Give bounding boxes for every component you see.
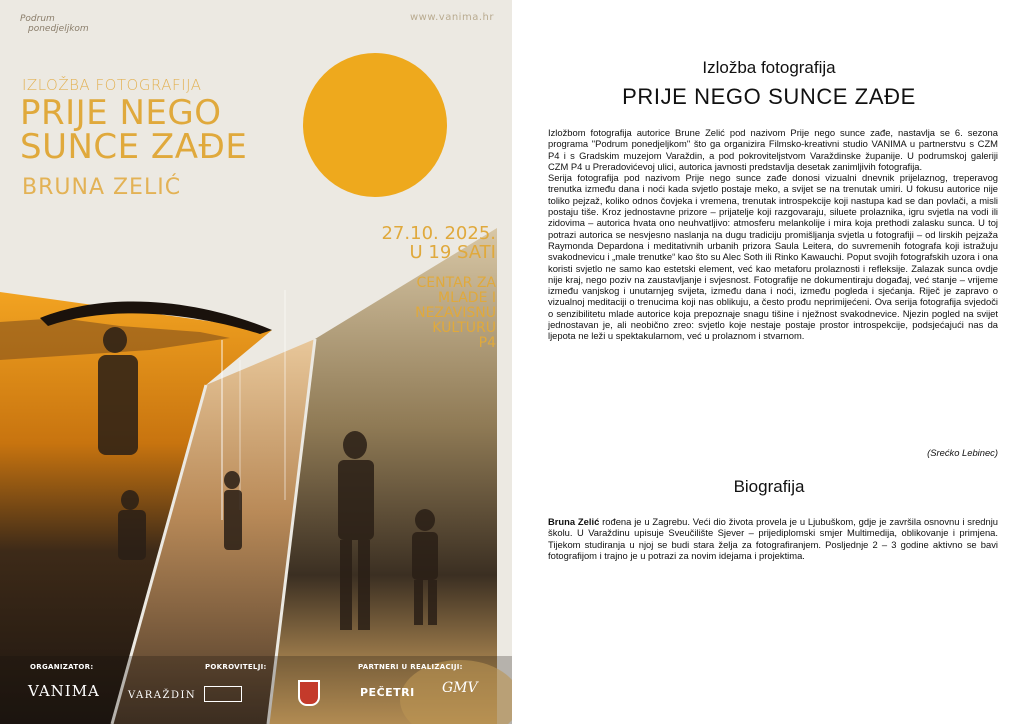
- bio-name: Bruna Zelić: [548, 516, 600, 527]
- poster-title-line1: PRIJE NEGO: [20, 93, 222, 133]
- article-body: [548, 127, 998, 342]
- museum-logo: [204, 686, 242, 702]
- article-paragraph: Izložbom fotografija autorice Brune Zelić pod nazivom Prije nego sunce zađe, nastavlja se 6. sezona programa "Podrum ponedjeljkom" što ga organizira Filmsko-kreativni studio VANIMA u partnerstvu s CZM P4 i s Gradskim muzejom Varaždin, a pod pokroviteljstvom Varaždinske županije. U podrumskoj galeriji CZM P4 u Preradovićevoj ulici, autorica javnosti predstavlja desetak zanimljivih fotografija.: [548, 127, 998, 172]
- bio-text: rođena je u Zagrebu. Veći dio života provela je u Ljubuškom, gdje je završila osnovnu i srednju školu. U Varaždinu upisuje Sveučilište Sjever – prijediplomski smjer Multimedija, oblikovanje i primjena. Tijekom studiranja u njoj se budi stara želja za fotografiranjem. Posljednje 2 – 3 godine aktivno se bavi fotografijom i trajno je u potrazi za novim idejama i projektima.: [548, 516, 999, 561]
- exhibition-label: IZLOŽBA FOTOGRAFIJA: [22, 76, 202, 94]
- podrum-logo: [20, 14, 110, 34]
- article-subtitle: Izložba fotografija: [702, 58, 836, 77]
- bio-body: [548, 516, 998, 561]
- bio-heading: Biografija: [733, 477, 805, 496]
- event-date: [300, 224, 496, 262]
- gmv-logo: GMV: [442, 680, 478, 696]
- quote-author: (Srećko Lebinec): [927, 447, 998, 458]
- website-url: www.vanima.hr: [410, 12, 494, 23]
- poster-author: BRUNA ZELIĆ: [22, 175, 182, 200]
- vanima-logo: VANIMA: [28, 682, 100, 700]
- varazdin-logo: VARAŽDIN: [128, 690, 197, 701]
- bio-paragraph: [548, 516, 998, 561]
- pecat-logo: PEČETRI: [360, 686, 415, 699]
- sponsor-label: POKROVITELJI:: [205, 663, 267, 671]
- logo-line2: ponedjeljkom: [28, 24, 89, 34]
- event-date-line1: 27.10. 2025.: [381, 223, 496, 244]
- event-place-line: P4: [478, 335, 496, 351]
- logo-line1: Podrum: [20, 14, 55, 24]
- article-paragraph: Serija fotografija pod nazivom Prije nego sunce zađe donosi vizualni dnevnik prijelaznog, treperavog trenutka između dana i noći kada svjetlo postaje meko, a svijet se na trenutak umiri. U fokusu autorice nije toliko pejzaž, koliko odnos čovjeka i vremena, trenutak introspekcije koji nastupa kad se dan povlači, a misli postaju tiše. Kroz jednostavne prizore – prijatelje koji razgovaraju, siluete prolaznika, igru svjetla na vodi ili zidovima – autorica hvata ono neuhvatljivo: atmosferu melankolije i mira koja prethodi zalasku sunca. U toj potrazi autorica se nesvjesno naslanja na dugu tradiciju promišljanja svjetla u fotografiji – od lirskih pejzaža Raymonda Depardona i meditativnih urbanih prizora Saula Leitera, do suvremenih fotografa koji istražuju svakodnevicu i „male trenutke“ kao što su Alec Soth ili Rinko Kawauchi. Poput svojih fotografskih uzora i ona koristi svjetlo ne samo kao estetski element, već kao metaforu prolaznosti i refleksije. Zalazak sunca ovdje nije kraj, nego poziv na zaustavljanje i svjesnost. Fotografije ne dokumentiraju događaj, već stanje – vrijeme između vanjskog i unutarnjeg svijeta, između dana i noći, između pogleda i sjećanja. Riječ je zapravo o vizualnoj meditaciji o trenucima koji nas oblikuju, a često prođu neprimijećeni. Ova serija fotografija svjedoči o senzibilitetu mlade autorice koja prepoznaje snagu tišine i nježnost svakodnevice. Njezin pogled na svijet jednostavan je, ali neobično zreo: svjetlo koje nestaje postaje prostor introspekcije, podsjećajući nas da ljepota ne leži u spektakularnom, već u prolaznom i stvarnom.: [548, 172, 998, 342]
- event-place-line: KULTURU: [432, 320, 496, 336]
- sun-circle: [303, 53, 447, 197]
- partners-label: PARTNERI U REALIZACIJI:: [358, 663, 463, 671]
- county-crest-icon: [298, 680, 320, 706]
- event-place-line: NEZAVISNU: [415, 305, 496, 321]
- article-title: PRIJE NEGO SUNCE ZAĐE: [622, 84, 916, 109]
- event-date-line2: U 19 SATI: [409, 242, 496, 263]
- event-place-line: MLADE I: [438, 290, 496, 306]
- organizer-label: ORGANIZATOR:: [30, 663, 94, 671]
- event-place-line: CENTAR ZA: [416, 275, 496, 291]
- poster-title-line2: SUNCE ZAĐE: [20, 127, 248, 167]
- event-place: [300, 276, 496, 351]
